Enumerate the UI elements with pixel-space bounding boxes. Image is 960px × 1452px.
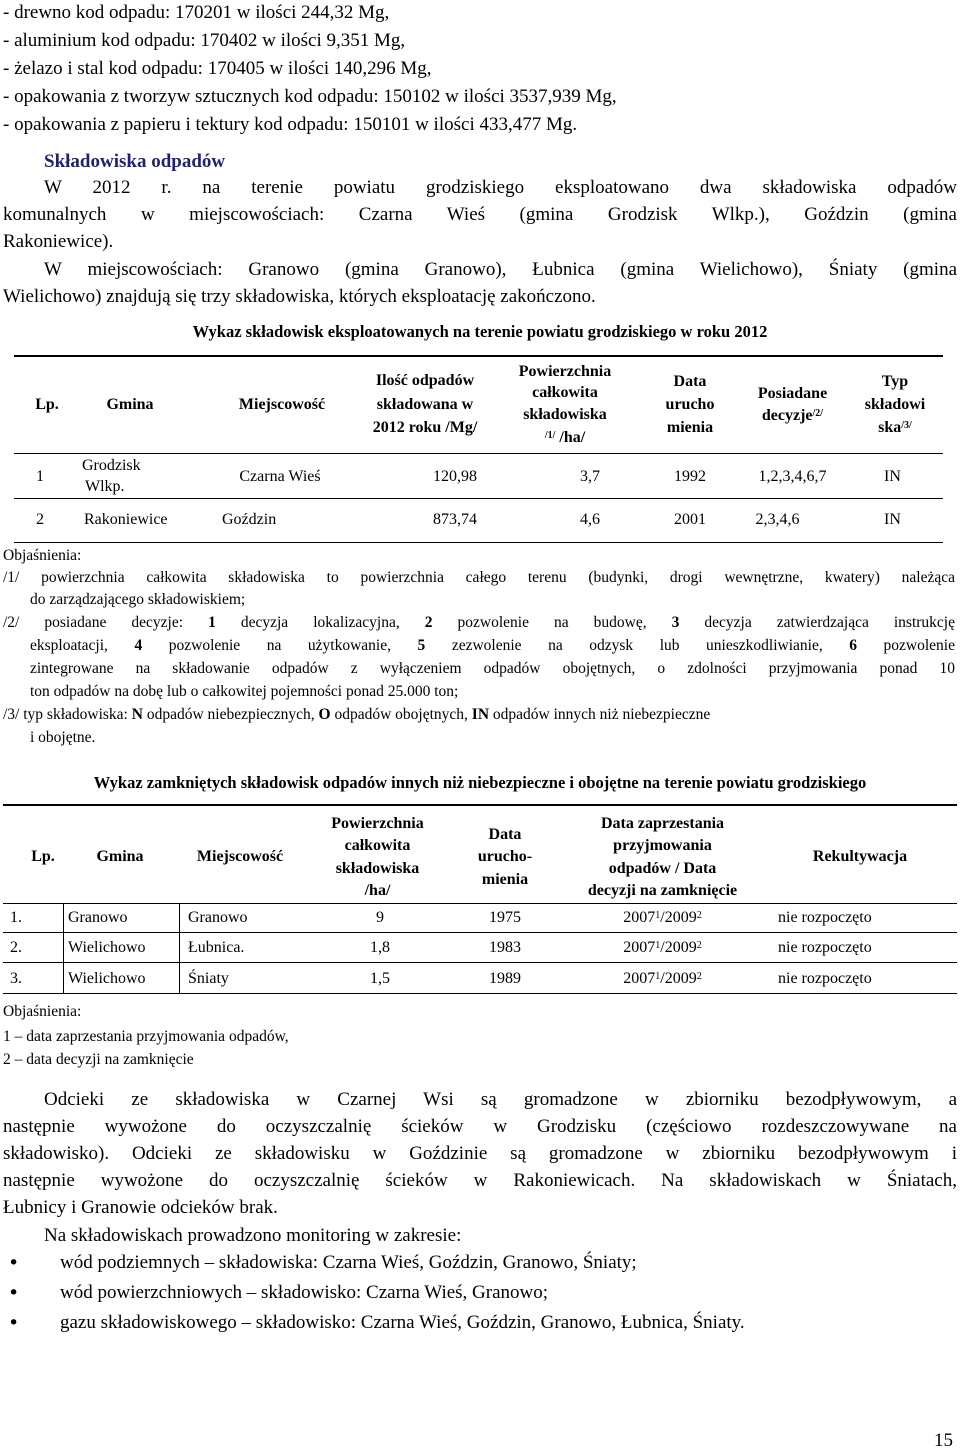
cell-data: 2001 (674, 511, 706, 528)
cell-miejscowosc: Czarna Wieś (239, 468, 321, 485)
table-1-header-ilosc: składowana w (376, 396, 474, 413)
cell-gmina: Rakoniewice (84, 511, 168, 528)
table-2-header-rekultywacja: Rekultywacja (812, 848, 908, 865)
cell-gmina: Grodzisk (82, 457, 141, 474)
note-3: i obojętne. (30, 729, 96, 746)
table-1-header-miejscowosc: Miejscowość (238, 396, 326, 413)
cell-data: 1992 (674, 468, 706, 485)
table-2-header-lp: Lp. (31, 848, 55, 865)
table-1-header-ilosc: 2012 roku /Mg/ (372, 419, 478, 436)
paragraph-3-line: składowisko). Odcieki ze składowisku w Goździnie są gromadzone w zbiorniku bezodpływowym i (3, 1143, 957, 1164)
table-1-header-powierzchnia: całkowita (532, 384, 598, 401)
cell-gmina: Wielichowo (68, 970, 146, 987)
cell-ilosc: 873,74 (433, 511, 477, 528)
page-number: 15 (934, 1430, 953, 1451)
waste-list-item: - aluminium kod odpadu: 170402 w ilości 9,351 Mg, (3, 30, 406, 51)
paragraph-3-line: Łubnicy i Granowie odcieków brak. (3, 1197, 278, 1218)
table-1-header-typ: składowi (864, 396, 926, 413)
list-item: gazu składowiskowego – składowisko: Czarna Wieś, Goździn, Granowo, Łubnica, Śniaty. (60, 1312, 745, 1333)
note-1: do zarządzającego składowiskiem; (30, 591, 246, 608)
section-title: Składowiska odpadów (44, 151, 226, 172)
cell-typ: IN (884, 468, 901, 485)
cell-gmina: Wielichowo (68, 939, 146, 956)
table-2-header-zaprzestanie: decyzji na zamknięcie (587, 882, 738, 899)
cell-lp: 2. (10, 939, 22, 956)
table-1-header-typ: ska$^{/3/}$ (878, 419, 912, 436)
table-1-header-typ: Typ (881, 373, 909, 390)
note-2: ton odpadów na dobę lub o całkowitej pojemności ponad 25.000 ton; (30, 683, 459, 700)
bullet-icon: • (8, 1312, 20, 1334)
table-1-header-powierzchnia: składowiska (523, 406, 607, 423)
cell-zaprzestanie: 2007$^1$/2009$^2$ (623, 970, 702, 987)
cell-powierzchnia: 3,7 (580, 468, 600, 485)
table-2-header-powierzchnia: Powierzchnia (331, 815, 424, 832)
table-2-header-powierzchnia: składowiska (335, 860, 420, 877)
table-1-header-lp: Lp. (35, 396, 59, 413)
monitoring-intro: Na składowiskach prowadzono monitoring w zakresie: (44, 1225, 462, 1246)
waste-list-item: - drewno kod odpadu: 170201 w ilości 244,32 Mg, (3, 2, 390, 23)
note-2: eksploatacji, 4 pozwolenie na użytkowanie, 5 zezwolenie na odzysk lub unieszkodliwianie, 6 pozwolenie (30, 637, 955, 654)
bullet-icon: • (8, 1282, 20, 1304)
table-2-caption: Wykaz zamkniętych składowisk odpadów innych niż niebezpieczne i obojętne na terenie powiatu grodziskiego (93, 773, 867, 792)
table-2-header-zaprzestanie: odpadów / Data (608, 860, 717, 877)
table-1-header-data: urucho (665, 396, 715, 413)
table-2-header-powierzchnia: całkowita (344, 837, 411, 854)
notes-1-title: Objaśnienia: (3, 547, 82, 564)
cell-rekultywacja: nie rozpoczęto (778, 970, 872, 987)
note-3: /3/ typ składowiska: N odpadów niebezpiecznych, O odpadów obojętnych, IN odpadów innych niż niebezpieczne (3, 706, 711, 723)
cell-powierzchnia: 1,8 (370, 939, 390, 956)
table-1-header-gmina: Gmina (106, 396, 154, 413)
notes-2-line: 2 – data decyzji na zamknięcie (3, 1051, 194, 1068)
cell-decyzje: 1,2,3,4,6,7 (758, 468, 827, 485)
cell-miejscowosc: Goździn (222, 511, 277, 528)
notes-2-title: Objaśnienia: (3, 1003, 82, 1020)
paragraph-2-line: W miejscowościach: Granowo (gmina Granowo), Łubnica (gmina Wielichowo), Śniaty (gmina (44, 259, 957, 280)
list-item: wód podziemnych – składowiska: Czarna Wieś, Goździn, Granowo, Śniaty; (60, 1252, 637, 1273)
cell-gmina: Wlkp. (85, 478, 125, 495)
paragraph-1-line: W 2012 r. na terenie powiatu grodziskiego eksploatowano dwa składowiska odpadów (44, 177, 957, 198)
cell-zaprzestanie: 2007$^1$/2009$^2$ (623, 909, 702, 926)
list-item: wód powierzchniowych – składowisko: Czarna Wieś, Granowo; (60, 1282, 549, 1303)
note-2: /2/ posiadane decyzje: 1 decyzja lokalizacyjna, 2 pozwolenie na budowę, 3 decyzja zatwierdzająca instrukcję (3, 614, 955, 631)
cell-miejscowosc: Łubnica. (188, 939, 245, 956)
cell-powierzchnia: 1,5 (370, 970, 390, 987)
paragraph-3-line: następnie wywożone do oczyszczalnię ścieków w Rakoniewicach. Na składowiskach w Śniatach, (3, 1170, 957, 1191)
table-2-header-data: Data (488, 826, 522, 843)
table-2-header-powierzchnia: /ha/ (364, 882, 391, 899)
note-2: zintegrowane na składowanie odpadów z wyłączeniem odpadów obojętnych, o zdolności przyjmowania ponad 10 (30, 660, 955, 677)
cell-powierzchnia: 9 (376, 909, 384, 926)
cell-miejscowosc: Śniaty (188, 970, 229, 987)
cell-rekultywacja: nie rozpoczęto (778, 939, 872, 956)
cell-ilosc: 120,98 (433, 468, 477, 485)
table-1-header-decyzje: Posiadane (757, 385, 828, 402)
table-1-header-decyzje: decyzje$^{/2/}$ (761, 407, 824, 424)
cell-lp: 2 (36, 511, 44, 528)
paragraph-3-line: następnie wywożone do oczyszczalnię ścieków w Grodzisku (częściowo rozdeszczowywane na (3, 1116, 957, 1137)
waste-list-item: - opakowania z tworzyw sztucznych kod odpadu: 150102 w ilości 3537,939 Mg, (3, 86, 617, 107)
cell-data: 1989 (489, 970, 521, 987)
cell-typ: IN (884, 511, 901, 528)
cell-gmina: Granowo (68, 909, 128, 926)
cell-decyzje: 2,3,4,6 (755, 511, 800, 528)
cell-rekultywacja: nie rozpoczęto (778, 909, 872, 926)
paragraph-3-line: Odcieki ze składowiska w Czarnej Wsi są gromadzone w zbiorniku bezodpływowym, a (44, 1089, 957, 1110)
table-2-header-miejscowosc: Miejscowość (196, 848, 284, 865)
bullet-icon: • (8, 1252, 20, 1274)
cell-lp: 1. (10, 909, 22, 926)
cell-zaprzestanie: 2007$^1$/2009$^2$ (623, 939, 702, 956)
note-1: /1/ powierzchnia całkowita składowiska to powierzchnia całego terenu (budynki, drogi wewnętrzne, kwatery) należąca (3, 569, 955, 586)
cell-lp: 3. (10, 970, 22, 987)
table-1-header-powierzchnia: Powierzchnia (518, 363, 612, 380)
paragraph-1-line: komunalnych w miejscowościach: Czarna Wieś (gmina Grodzisk Wlkp.), Goździn (gmina (3, 204, 957, 225)
table-2-header-zaprzestanie: przyjmowania (613, 837, 712, 854)
table-1-header-powierzchnia: $^{/1/}$ /ha/ (544, 429, 586, 446)
table-2-header-data: urucho- (477, 848, 533, 865)
table-2-header-data: mienia (481, 871, 529, 888)
notes-2-line: 1 – data zaprzestania przyjmowania odpadów, (3, 1028, 289, 1045)
cell-data: 1983 (489, 939, 521, 956)
table-1-header-ilosc: Ilość odpadów (375, 372, 475, 389)
cell-lp: 1 (36, 468, 44, 485)
table-2-header-zaprzestanie: Data zaprzestania (600, 815, 725, 832)
table-2-header-gmina: Gmina (96, 848, 144, 865)
cell-miejscowosc: Granowo (188, 909, 248, 926)
table-1-caption: Wykaz składowisk eksploatowanych na terenie powiatu grodziskiego w roku 2012 (192, 322, 768, 341)
table-1-header-data: Data (673, 373, 707, 390)
cell-data: 1975 (489, 909, 521, 926)
paragraph-1-line: Rakoniewice). (3, 231, 114, 252)
cell-powierzchnia: 4,6 (580, 511, 600, 528)
waste-list-item: - żelazo i stal kod odpadu: 170405 w ilości 140,296 Mg, (3, 58, 432, 79)
waste-list-item: - opakowania z papieru i tektury kod odpadu: 150101 w ilości 433,477 Mg. (3, 114, 578, 135)
paragraph-2-line: Wielichowo) znajdują się trzy składowiska, których eksploatację zakończono. (3, 286, 596, 307)
table-1-header-data: mienia (666, 419, 714, 436)
